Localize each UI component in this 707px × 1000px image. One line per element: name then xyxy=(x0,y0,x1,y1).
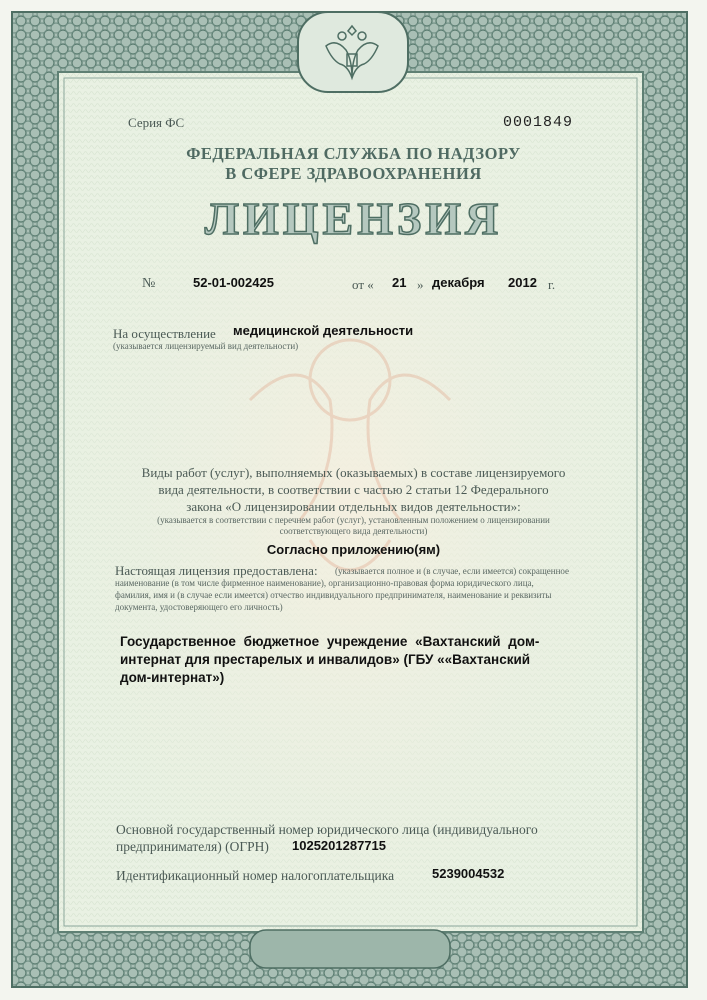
ogrn-label-line-2: предпринимателя) (ОГРН) xyxy=(116,839,269,854)
granted-note-line-3: фамилия, имя и (в случае если имеется) отчество индивидуального предпринимателя, наименование и реквизиты xyxy=(115,590,552,600)
works-line-2: вида деятельности, в соответствии с частью 2 статьи 12 Федерального xyxy=(158,482,549,497)
license-date-day: 21 xyxy=(392,275,407,290)
works-note-2: соответствующего вида деятельности) xyxy=(279,526,428,536)
inn-label: Идентификационный номер налогоплательщика xyxy=(116,868,395,883)
license-number: 52-01-002425 xyxy=(193,275,274,290)
agency-line-2: В СФЕРЕ ЗДРАВООХРАНЕНИЯ xyxy=(225,164,482,183)
inn-value: 5239004532 xyxy=(432,866,505,881)
granted-note-line-1: (указывается полное и (в случае, если имеется) сокращенное xyxy=(335,566,570,576)
activity-value: медицинской деятельности xyxy=(233,323,414,338)
organization-name-line-2: интернат для престарелых и инвалидов» (ГБУ ««Вахтанский xyxy=(120,652,531,667)
license-date-year-suffix: г. xyxy=(548,277,556,292)
license-date-quote: » xyxy=(417,277,424,292)
granted-note-line-2: наименование (в том числе фирменное наименование), организационно-правовая форма юридического лица, xyxy=(115,578,534,588)
works-note-1: (указывается в соответствии с перечнем работ (услуг), установленным положением о лицензировании xyxy=(157,515,550,525)
series-number: 0001849 xyxy=(503,114,574,131)
license-date-year: 2012 xyxy=(508,275,537,290)
organization-name-line-3: дом-интернат») xyxy=(120,670,225,685)
organization-name-line-1: Государственное бюджетное учреждение «Вахтанский дом- xyxy=(120,634,540,649)
works-line-1: Виды работ (услуг), выполняемых (оказываемых) в составе лицензируемого xyxy=(141,465,566,480)
ogrn-label-line-1: Основной государственный номер юридического лица (индивидуального xyxy=(116,822,538,837)
ogrn-value: 1025201287715 xyxy=(292,838,386,853)
coat-of-arms-icon xyxy=(316,20,388,86)
works-line-3: закона «О лицензировании отдельных видов деятельности»: xyxy=(186,499,521,514)
series-label: Серия ФС xyxy=(128,115,185,130)
granted-note-line-4: документа, удостоверяющего его личность) xyxy=(115,602,283,612)
license-number-label: № xyxy=(142,276,156,291)
works-value: Согласно приложению(ям) xyxy=(266,542,441,557)
activity-note: (указывается лицензируемый вид деятельности) xyxy=(113,341,299,351)
agency-line-1: ФЕДЕРАЛЬНАЯ СЛУЖБА ПО НАДЗОРУ xyxy=(186,144,521,163)
granted-label: Настоящая лицензия предоставлена: xyxy=(115,563,318,578)
license-date-from-label: от « xyxy=(352,277,374,292)
license-date-month: декабря xyxy=(432,275,485,290)
activity-label: На осуществление xyxy=(113,326,216,341)
document-title: ЛИЦЕНЗИЯ xyxy=(204,193,503,244)
